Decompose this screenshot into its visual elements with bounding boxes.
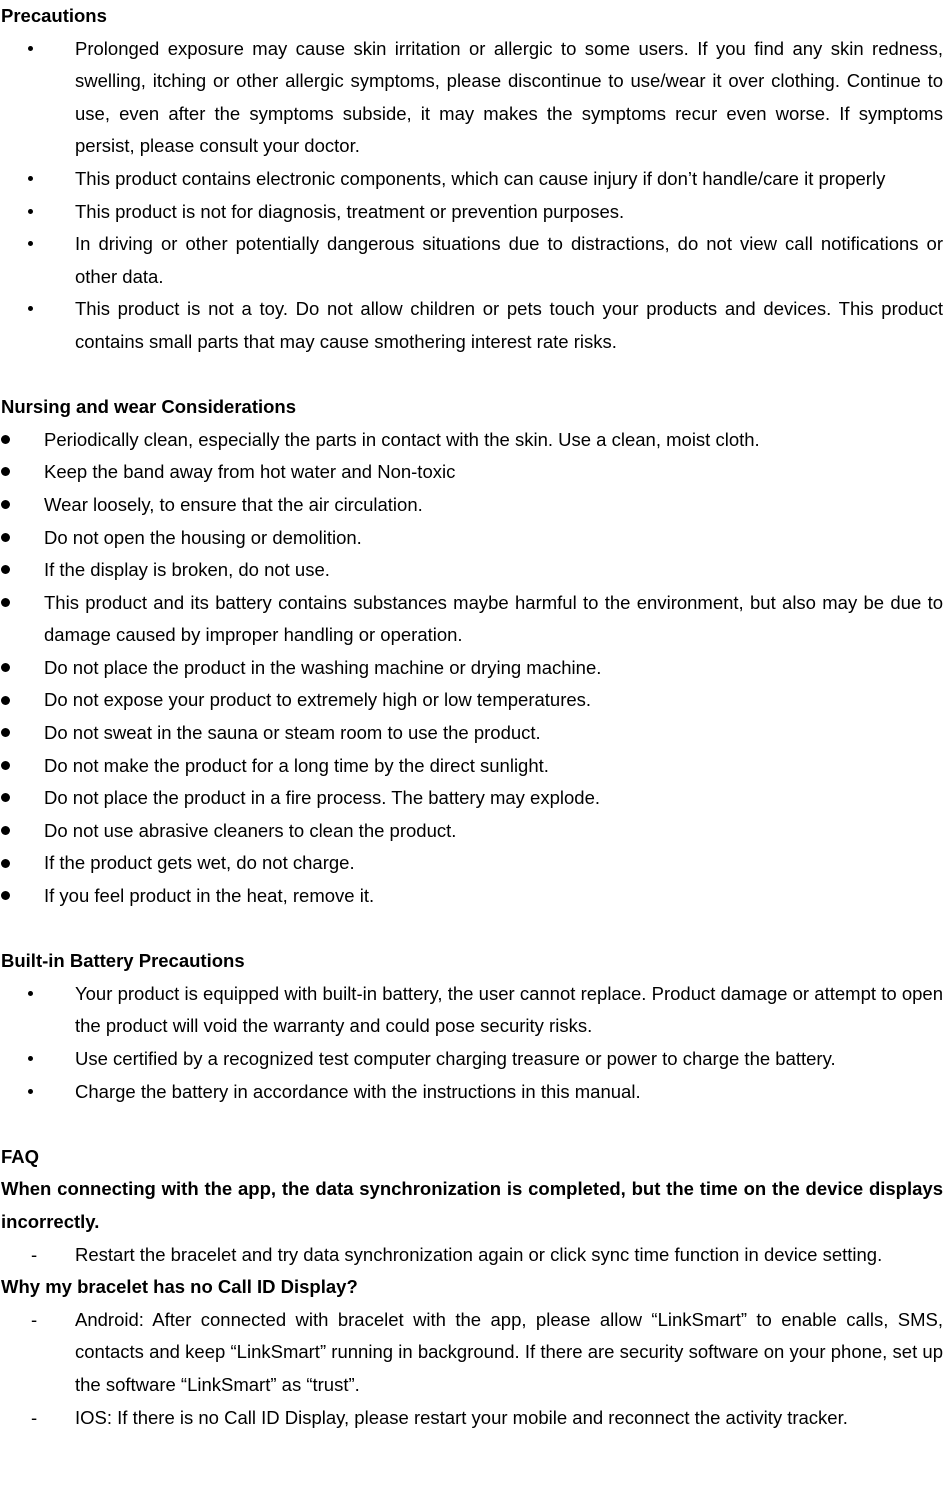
list-item: Do not use abrasive cleaners to clean the product. <box>1 815 943 848</box>
bullet-icon <box>28 196 40 229</box>
spacer <box>1 1108 943 1141</box>
bullet-icon <box>28 163 40 196</box>
precautions-heading: Precautions <box>1 5 107 26</box>
list-item: If the product gets wet, do not charge. <box>1 847 943 880</box>
spacer <box>1 359 943 392</box>
bullet-icon <box>1 424 13 457</box>
bullet-icon <box>1 782 13 815</box>
bullet-icon <box>1 750 13 783</box>
list-item: In driving or other potentially dangerous situations due to distractions, do not view call notifications or other data. <box>1 228 943 293</box>
list-item: - Restart the bracelet and try data synchronization again or click sync time function in device setting. <box>1 1239 943 1272</box>
bullet-icon <box>28 978 40 1011</box>
list-item: Do not place the product in a fire process. The battery may explode. <box>1 782 943 815</box>
list-item: Periodically clean, especially the parts in contact with the skin. Use a clean, moist cloth. <box>1 424 943 457</box>
bullet-icon <box>1 522 13 555</box>
nursing-list <box>1 424 943 913</box>
list-item: - IOS: If there is no Call ID Display, please restart your mobile and reconnect the activity tracker. <box>1 1402 943 1435</box>
faq-heading: FAQ <box>1 1145 40 1167</box>
battery-list <box>1 978 943 1108</box>
bullet-icon <box>1 652 13 685</box>
dash-icon <box>31 1239 43 1272</box>
dash-icon <box>31 1402 43 1435</box>
list-item: Do not open the housing or demolition. <box>1 522 943 555</box>
faq-answers-1 <box>1 1239 943 1272</box>
battery-heading: Built-in Battery Precautions <box>1 950 245 972</box>
bullet-icon <box>1 587 13 620</box>
bullet-icon <box>1 815 13 848</box>
bullet-icon <box>1 456 13 489</box>
bullet-icon <box>28 1043 40 1076</box>
bullet-icon <box>28 33 40 66</box>
bullet-icon <box>28 1076 40 1109</box>
precautions-list <box>1 33 943 359</box>
dash-icon <box>31 1304 43 1337</box>
bullet-icon <box>1 489 13 522</box>
faq-question-1: When connecting with the app, the data synchronization is completed, but the time on the device displays incorrectly. <box>1 1178 943 1232</box>
bullet-icon <box>1 847 13 880</box>
nursing-heading: Nursing and wear Considerations <box>1 396 297 418</box>
list-item: Wear loosely, to ensure that the air circulation. <box>1 489 943 522</box>
list-item: Keep the band away from hot water and Non-toxic <box>1 456 943 489</box>
list-item: This product contains electronic components, which can cause injury if don’t handle/care it properly <box>1 163 943 196</box>
list-item: This product and its battery contains substances maybe harmful to the environment, but also may be due to damage caused by improper handling or operation. <box>1 587 943 652</box>
list-item: - Android: After connected with bracelet with the app, please allow “LinkSmart” to enable calls, SMS, contacts and keep “LinkSmart” running in background. If there are security software on your phone, set up the software “LinkSmart” as “trust”. <box>1 1304 943 1402</box>
list-item: This product is not a toy. Do not allow children or pets touch your products and devices. This product contains small parts that may cause smothering interest rate risks. <box>1 293 943 358</box>
list-item: Do not make the product for a long time by the direct sunlight. <box>1 750 943 783</box>
faq-question-2: Why my bracelet has no Call ID Display? <box>1 1276 358 1298</box>
list-item: Your product is equipped with built-in battery, the user cannot replace. Product damage or attempt to open the product will void the warranty and could pose security risks. <box>1 978 943 1043</box>
spacer <box>1 913 943 946</box>
list-item: Use certified by a recognized test computer charging treasure or power to charge the battery. <box>1 1043 943 1076</box>
list-item: If the display is broken, do not use. <box>1 554 943 587</box>
list-item: Do not sweat in the sauna or steam room to use the product. <box>1 717 943 750</box>
list-item: Do not expose your product to extremely high or low temperatures. <box>1 684 943 717</box>
bullet-icon <box>1 554 13 587</box>
list-item: If you feel product in the heat, remove it. <box>1 880 943 913</box>
bullet-icon <box>28 228 40 261</box>
list-item: Prolonged exposure may cause skin irritation or allergic to some users. If you find any skin redness, swelling, itching or other allergic symptoms, please discontinue to use/wear it over clothing. Continue to use, even after the symptoms subside, it may makes the symptoms recur even worse. If symptoms persist, please consult your doctor. <box>1 33 943 163</box>
bullet-icon <box>1 880 13 913</box>
faq-answers-2 <box>1 1304 943 1434</box>
bullet-icon <box>1 684 13 717</box>
list-item: Charge the battery in accordance with the instructions in this manual. <box>1 1076 943 1109</box>
bullet-icon <box>1 717 13 750</box>
list-item: This product is not for diagnosis, treatment or prevention purposes. <box>1 196 943 229</box>
list-item: Do not place the product in the washing machine or drying machine. <box>1 652 943 685</box>
bullet-icon <box>28 293 40 326</box>
